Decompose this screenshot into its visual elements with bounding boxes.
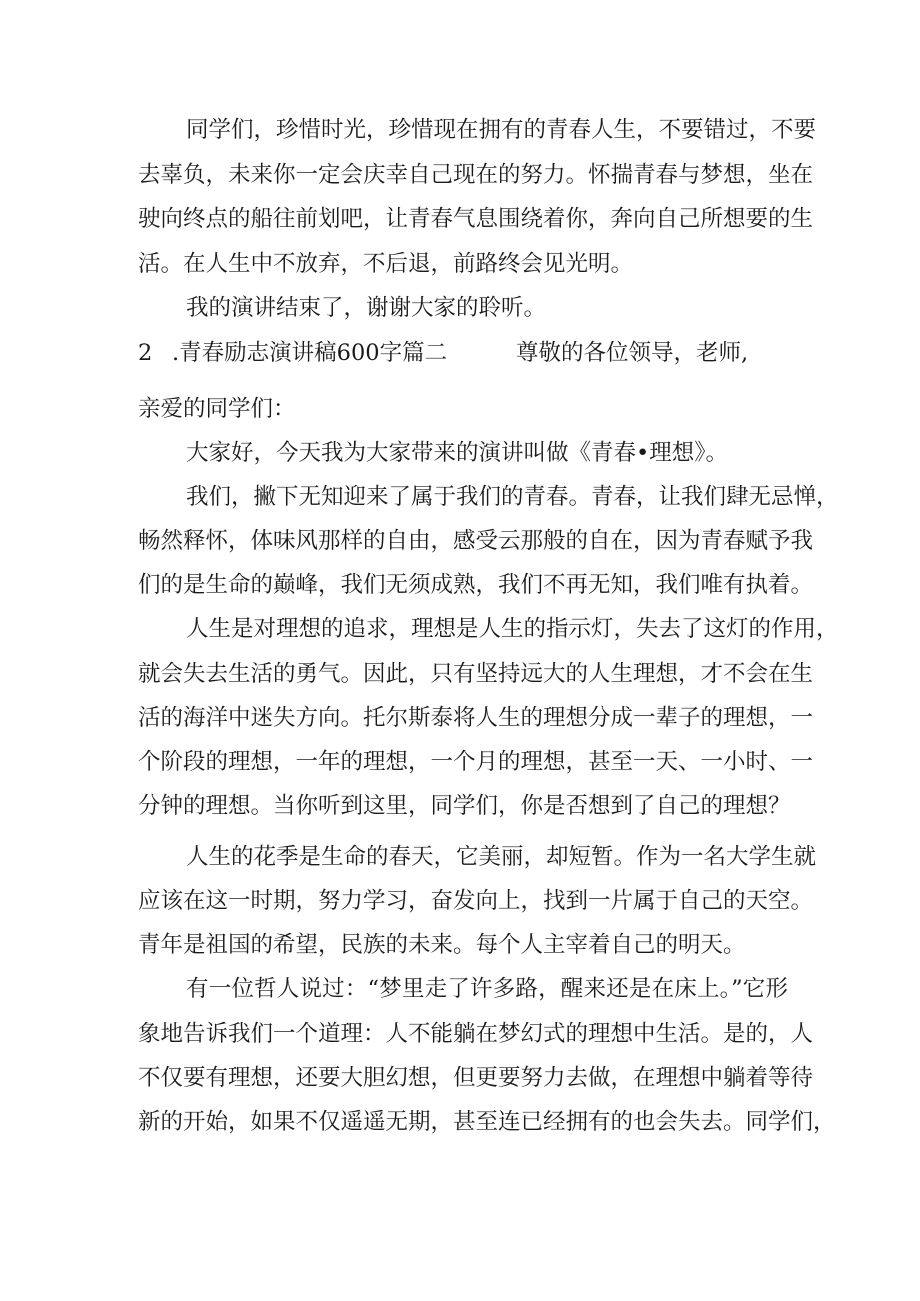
text-line: 人生的花季是生命的春天，它美丽，却短暂。作为一名大学生就 xyxy=(186,844,817,870)
text-line: 分钟的理想。当你听到这里，同学们，你是否想到了自己的理想？ xyxy=(138,793,791,819)
text-line: 活的海洋中迷失方向。托尔斯泰将人生的理想分成一辈子的理想，一 xyxy=(138,705,814,731)
text-line: 象地告诉我们一个道理：人不能躺在梦幻式的理想中生活。是的，人 xyxy=(138,1021,814,1047)
text-line: 青年是祖国的希望，民族的未来。每个人主宰着自己的明天。 xyxy=(138,932,746,958)
text-line: 人生是对理想的追求，理想是人生的指示灯，失去了这灯的作用， xyxy=(186,616,839,642)
text-line: 我们，撇下无知迎来了属于我们的青春。青春，让我们肆无忌惮， xyxy=(186,484,839,510)
closing-line: 我的演讲结束了，谢谢大家的聆听。 xyxy=(186,295,547,321)
section-number: 2 xyxy=(138,340,153,366)
text-line: 同学们，珍惜时光，珍惜现在拥有的青春人生，不要错过，不要 xyxy=(186,117,817,143)
text-line: 有一位哲人说过：“梦里走了许多路，醒来还是在床上。”它形 xyxy=(186,976,788,1002)
text-line: 新的开始，如果不仅遥遥无期，甚至连已经拥有的也会失去。同学们， xyxy=(138,1109,836,1135)
text-line: 就会失去生活的勇气。因此，只有坚持远大的人生理想，才不会在生 xyxy=(138,661,814,687)
text-line: 们的是生命的巅峰，我们无须成熟，我们不再无知，我们唯有执着。 xyxy=(138,572,814,598)
text-line: 畅然释怀，体味风那样的自由，感受云那般的自在，因为青春赋予我 xyxy=(138,528,814,554)
text-line: 去辜负，未来你一定会庆幸自己现在的努力。怀揣青春与梦想，坐在 xyxy=(138,162,814,188)
text-line: 不仅要有理想，还要大胆幻想，但更要努力去做，在理想中躺着等待 xyxy=(138,1065,814,1091)
text-line: 驶向终点的船往前划吧，让青春气息围绕着你，奔向自己所想要的生 xyxy=(138,206,814,232)
text-line: 应该在这一时期，努力学习，奋发向上，找到一片属于自己的天空。 xyxy=(138,888,814,914)
text-line: 个阶段的理想，一年的理想，一个月的理想，甚至一天、一小时、一 xyxy=(138,749,814,775)
greeting-line: 大家好，今天我为大家带来的演讲叫做《青春•理想》。 xyxy=(186,440,729,466)
section-title: .青春励志演讲稿600字篇二 xyxy=(172,340,448,366)
text-line: 活。在人生中不放弃，不后退，前路终会见光明。 xyxy=(138,251,634,277)
salutation: 尊敬的各位领导，老师, xyxy=(516,340,749,366)
salutation-line: 亲爱的同学们： xyxy=(138,396,296,422)
